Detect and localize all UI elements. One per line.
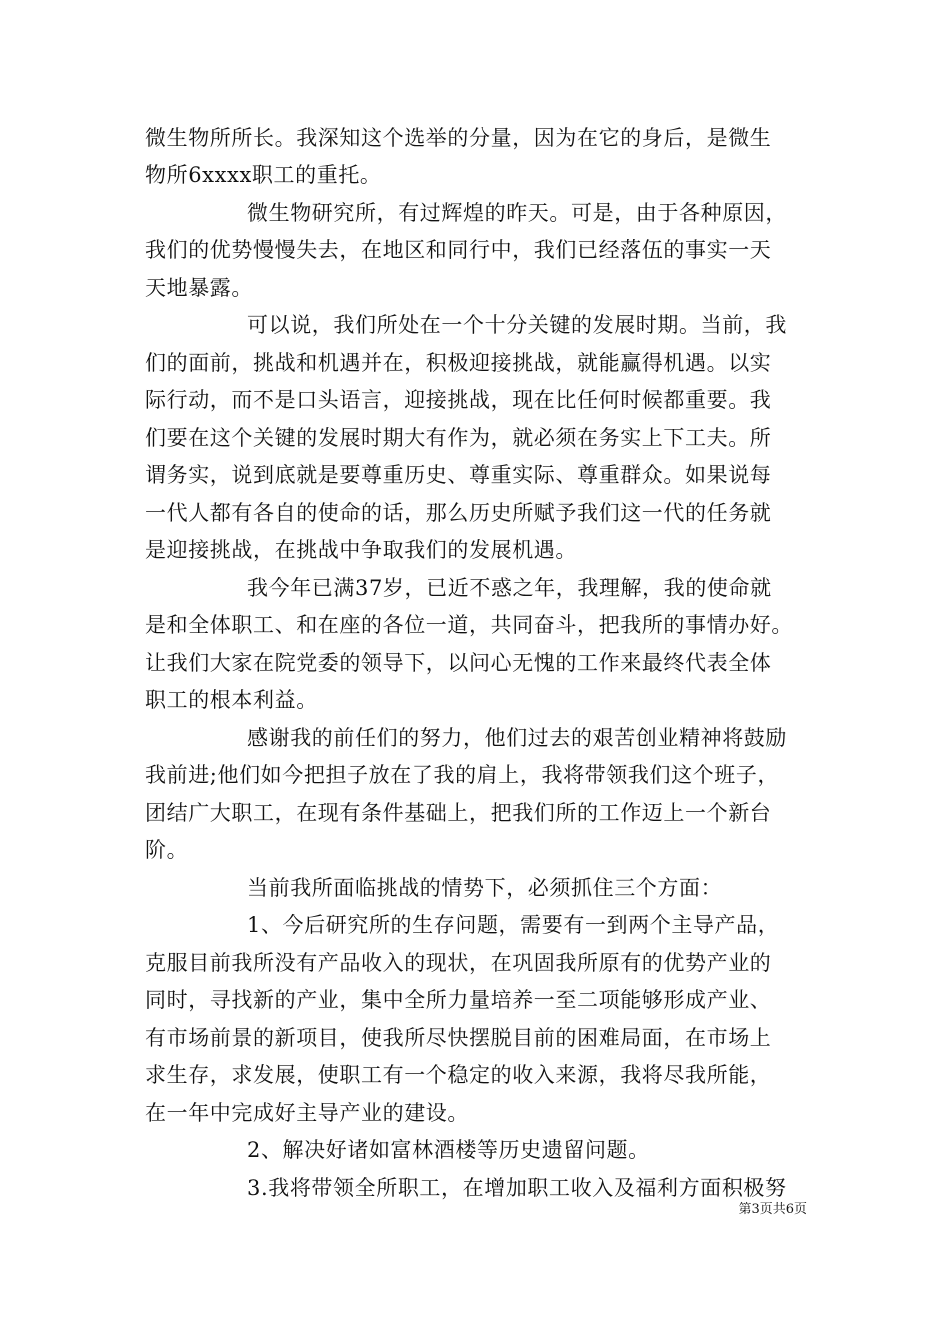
text-line: 有市场前景的新项目，使我所尽快摆脱目前的困难局面，在市场上: [145, 1026, 772, 1050]
text-line: 微生物研究所，有过辉煌的昨天。可是，由于各种原因，: [247, 201, 787, 225]
text-line: 微生物所所长。我深知这个选举的分量，因为在它的身后，是微生: [145, 126, 772, 150]
text-line: 们的面前，挑战和机遇并在，积极迎接挑战，就能赢得机遇。以实: [145, 351, 772, 375]
text-line: 天地暴露。: [145, 276, 253, 300]
text-line: 们要在这个关键的发展时期大有作为，就必须在务实上下工夫。所: [145, 426, 772, 450]
text-line: 我们的优势慢慢失去，在地区和同行中，我们已经落伍的事实一天: [145, 238, 772, 262]
text-line: 克服目前我所没有产品收入的现状，在巩固我所原有的优势产业的: [145, 951, 772, 975]
text-line: 团结广大职工，在现有条件基础上，把我们所的工作迈上一个新台: [145, 801, 772, 825]
text-line: 让我们大家在院党委的领导下，以问心无愧的工作来最终代表全体: [145, 651, 772, 675]
text-line: 1、今后研究所的生存问题，需要有一到两个主导产品，: [247, 913, 780, 937]
text-line: 求生存，求发展，使职工有一个稳定的收入来源，我将尽我所能，: [145, 1063, 772, 1087]
page-number: 第3页共6页: [738, 1202, 807, 1217]
text-line: 可以说，我们所处在一个十分关键的发展时期。当前，我: [247, 313, 787, 337]
text-line: 谓务实，说到底就是要尊重历史、尊重实际、尊重群众。如果说每: [145, 463, 772, 487]
text-line: 职工的根本利益。: [145, 688, 318, 712]
text-line: 在一年中完成好主导产业的建设。: [145, 1101, 469, 1125]
text-line: 当前我所面临挑战的情势下，必须抓住三个方面：: [247, 876, 723, 900]
text-line: 是迎接挑战，在挑战中争取我们的发展机遇。: [145, 538, 577, 562]
text-line: 2、解决好诸如富林酒楼等历史遗留问题。: [247, 1138, 650, 1162]
text-line: 物所6xxxx职工的重托。: [145, 163, 382, 187]
text-line: 际行动，而不是口头语言，迎接挑战，现在比任何时候都重要。我: [145, 388, 772, 412]
text-line: 阶。: [145, 838, 189, 862]
text-line: 我今年已满37岁，已近不惑之年，我理解，我的使命就: [247, 576, 772, 600]
text-line: 是和全体职工、和在座的各位一道，共同奋斗，把我所的事情办好。: [145, 613, 793, 637]
text-line: 我前进;他们如今把担子放在了我的肩上，我将带领我们这个班子，: [145, 763, 780, 787]
text-line: 感谢我的前任们的努力，他们过去的艰苦创业精神将鼓励: [247, 726, 787, 750]
text-line: 3.我将带领全所职工，在增加职工收入及福利方面积极努: [247, 1176, 787, 1200]
text-line: 同时，寻找新的产业，集中全所力量培养一至二项能够形成产业、: [145, 988, 772, 1012]
text-line: 一代人都有各自的使命的话，那么历史所赋予我们这一代的任务就: [145, 501, 772, 525]
